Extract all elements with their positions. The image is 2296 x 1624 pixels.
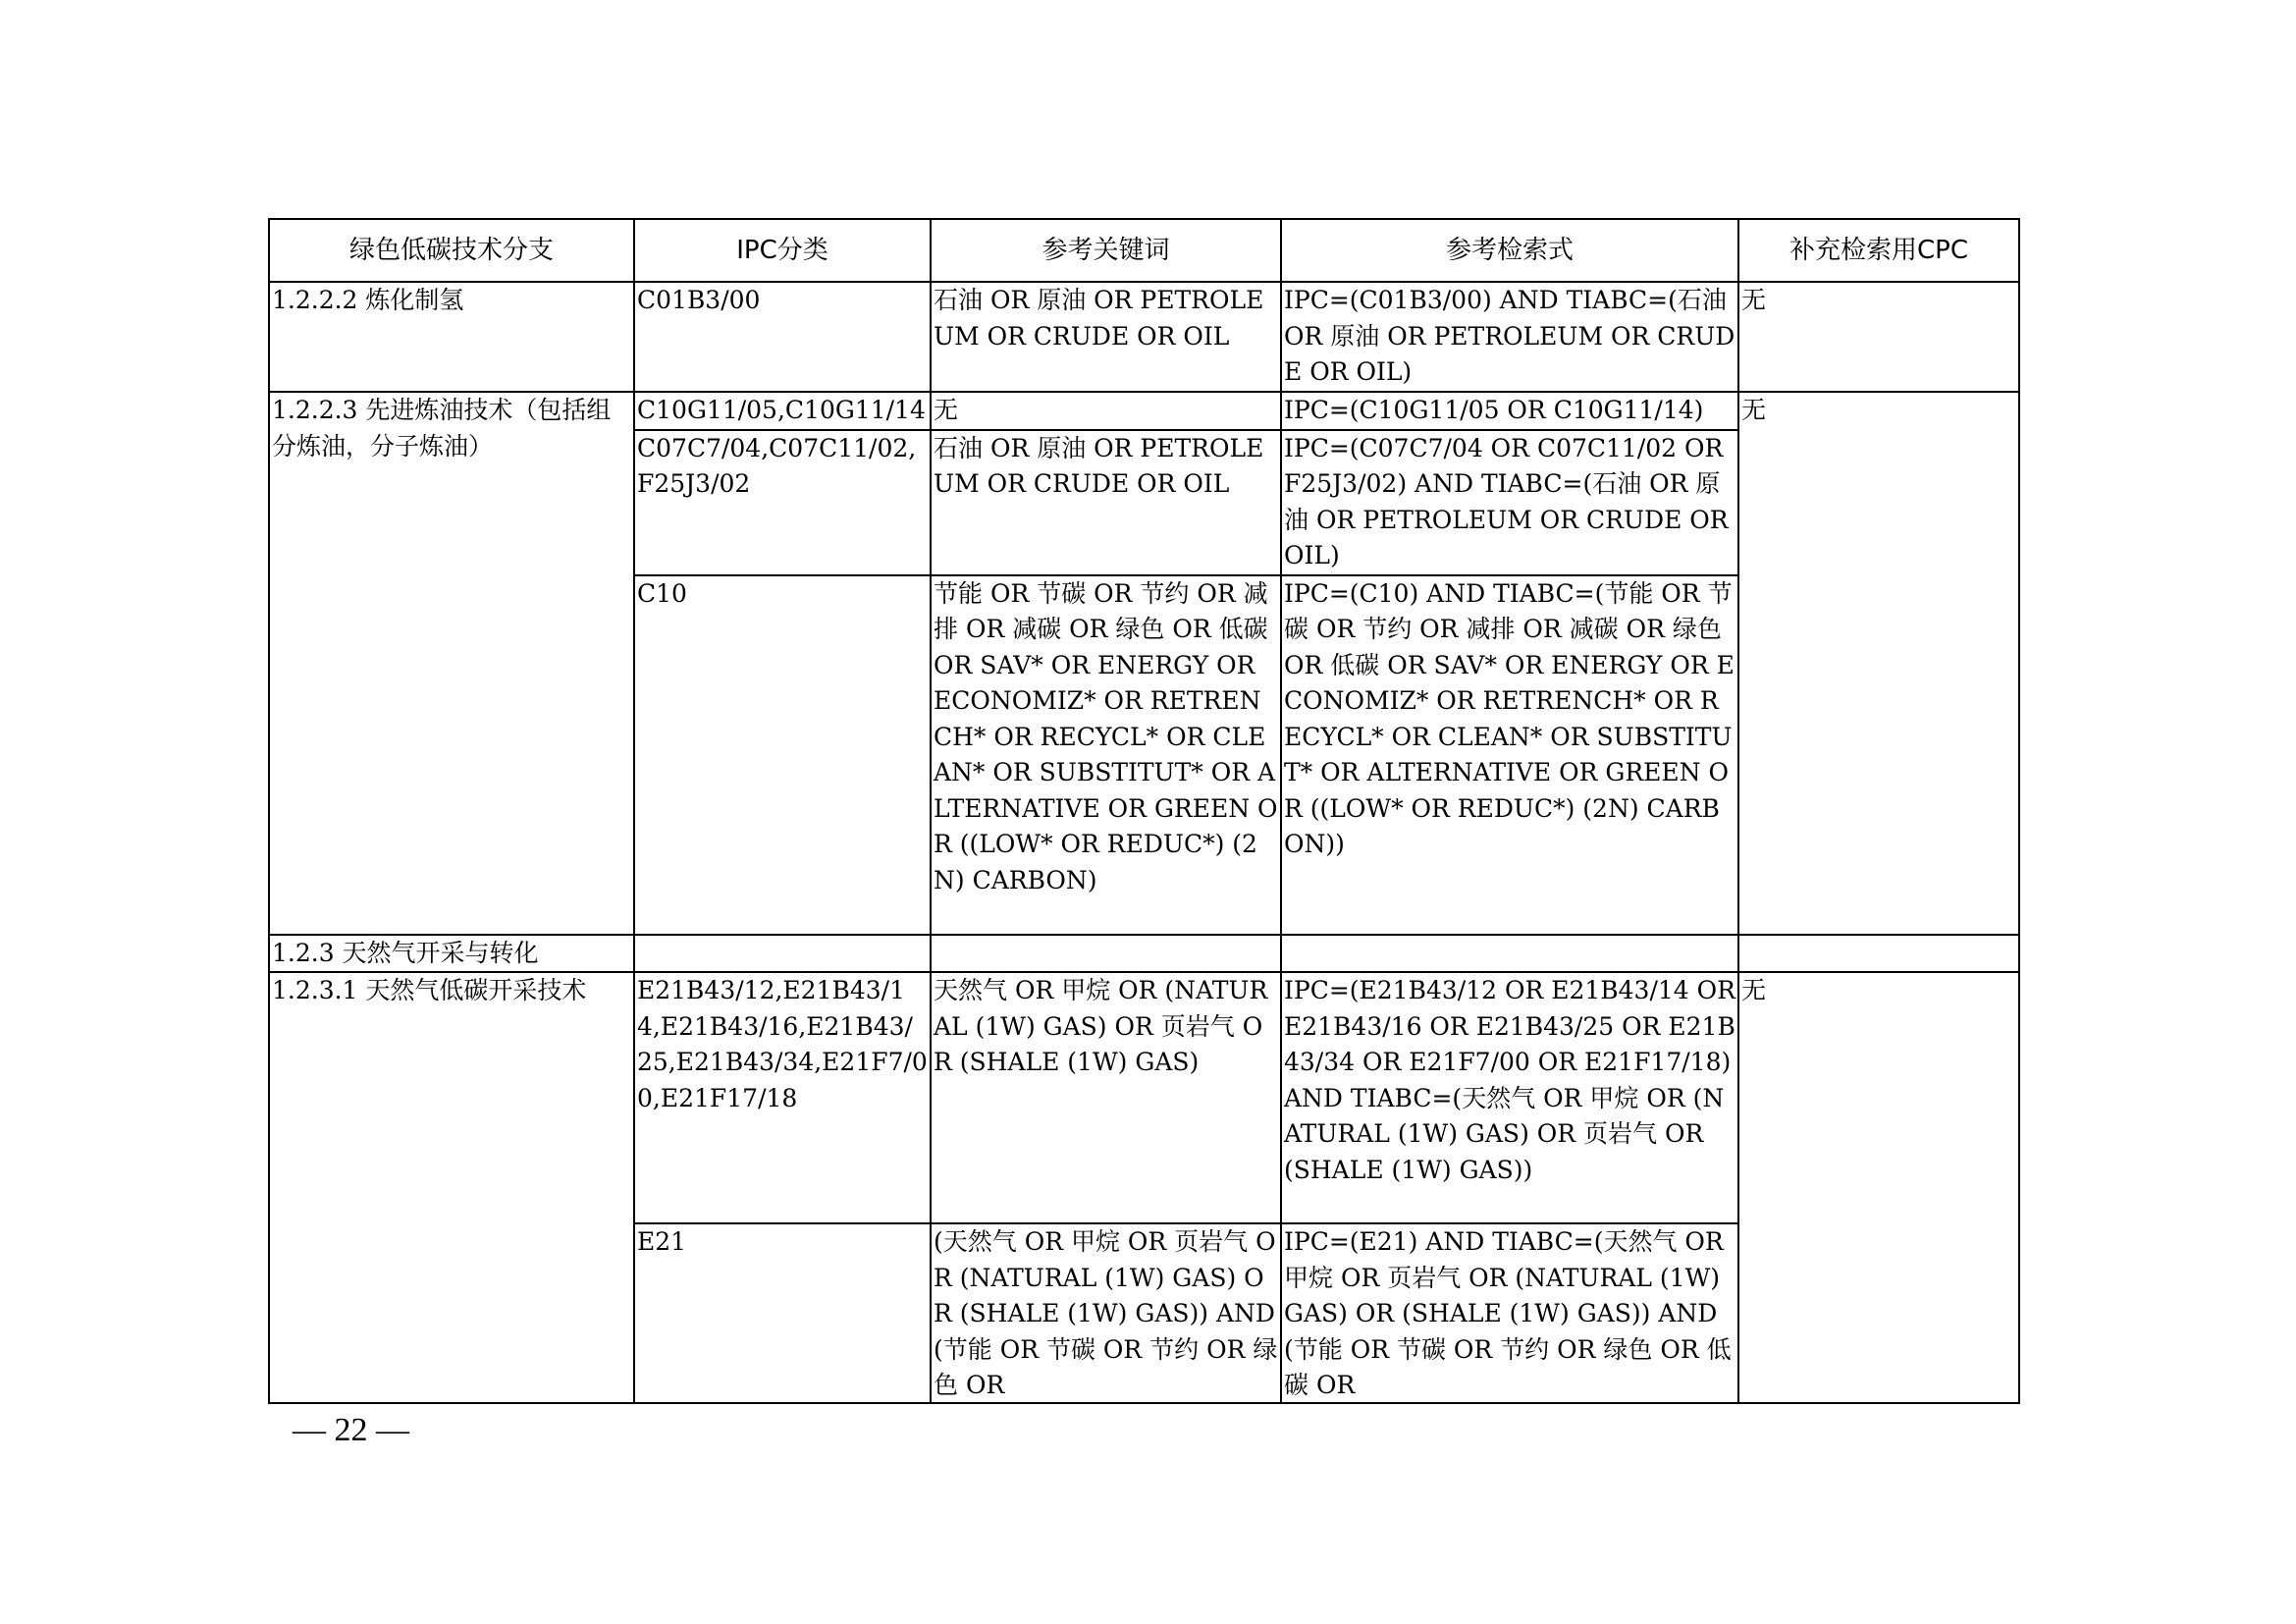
cpc-cell [1738,935,2019,973]
ipc-cell: C07C7/04,C07C11/02,F25J3/02 [634,430,931,575]
table-row [269,282,2019,392]
query-cell: IPC=(C07C7/04 OR C07C11/02 OR F25J3/02) AND TIABC=(石油 OR 原油 OR PETROLEUM OR CRUDE OR OIL) [1281,430,1738,575]
table-row [269,392,2019,430]
table-header-row [269,219,2019,282]
ipc-cell: C10 [634,575,931,935]
ipc-cell: E21 [634,1223,931,1403]
cpc-cell: 无 [1738,392,2019,935]
keywords-cell: 石油 OR 原油 OR PETROLEUM OR CRUDE OR OIL [931,430,1281,575]
query-text: IPC=(E21) AND TIABC=(天然气 OR 甲烷 OR 页岩气 OR (NATURAL (1W) GAS) OR (SHALE (1W) GAS)) AND (节能 OR 节碳 OR 节约 OR 绿色 OR 低碳 OR [1284,1227,1732,1399]
branch-cell: 1.2.2.2 炼化制氢 [269,282,634,392]
keywords-cell [931,1223,1281,1403]
ipc-cell: C01B3/00 [634,282,931,392]
branch-cell: 1.2.2.3 先进炼油技术（包括组分炼油，分子炼油） [269,392,634,935]
table-row [269,972,2019,1223]
ipc-cell: E21B43/12,E21B43/14,E21B43/16,E21B43/25,E21B43/34,E21F7/00,E21F17/18 [634,972,931,1223]
cpc-cell: 无 [1738,282,2019,392]
table-row [269,935,2019,973]
header-ipc: IPC分类 [634,219,931,282]
classification-table [268,218,2020,1404]
header-branch: 绿色低碳技术分支 [269,219,634,282]
branch-cell: 1.2.3 天然气开采与转化 [269,935,634,973]
keywords-cell: 无 [931,392,1281,430]
branch-cell: 1.2.3.1 天然气低碳开采技术 [269,972,634,1403]
ipc-cell: C10G11/05,C10G11/14 [634,392,931,430]
query-cell: IPC=(C10) AND TIABC=(节能 OR 节碳 OR 节约 OR 减排 OR 减碳 OR 绿色 OR 低碳 OR SAV* OR ENERGY OR ECONOMIZ* OR RETRENCH* OR RECYCL* OR CLEAN* OR SUBSTITUT* OR ALTERNATIVE OR GREEN OR ((LOW* OR REDUC*) (2N) CARBON)) [1281,575,1738,935]
query-cell: IPC=(C01B3/00) AND TIABC=(石油 OR 原油 OR PETROLEUM OR CRUDE OR OIL) [1281,282,1738,392]
header-keywords: 参考关键词 [931,219,1281,282]
query-cell: IPC=(C10G11/05 OR C10G11/14) [1281,392,1738,430]
query-cell [1281,935,1738,973]
page-number: — 22 — [293,1412,409,1448]
header-query: 参考检索式 [1281,219,1738,282]
keywords-cell [931,935,1281,973]
ipc-cell [634,935,931,973]
keywords-cell: 天然气 OR 甲烷 OR (NATURAL (1W) GAS) OR 页岩气 OR (SHALE (1W) GAS) [931,972,1281,1223]
keywords-text: (天然气 OR 甲烷 OR 页岩气 OR (NATURAL (1W) GAS) OR (SHALE (1W) GAS)) AND (节能 OR 节碳 OR 节约 OR 绿色 OR [934,1227,1278,1399]
header-cpc: 补充检索用CPC [1738,219,2019,282]
keywords-cell: 石油 OR 原油 OR PETROLEUM OR CRUDE OR OIL [931,282,1281,392]
keywords-cell: 节能 OR 节碳 OR 节约 OR 减排 OR 减碳 OR 绿色 OR 低碳 OR SAV* OR ENERGY OR ECONOMIZ* OR RETRENCH* OR RECYCL* OR CLEAN* OR SUBSTITUT* OR ALTERNATIVE OR GREEN OR ((LOW* OR REDUC*) (2N) CARBON) [931,575,1281,935]
query-cell: IPC=(E21B43/12 OR E21B43/14 OR E21B43/16 OR E21B43/25 OR E21B43/34 OR E21F7/00 OR E21F17/18) AND TIABC=(天然气 OR 甲烷 OR (NATURAL (1W) GAS) OR 页岩气 OR (SHALE (1W) GAS)) [1281,972,1738,1223]
cpc-cell: 无 [1738,972,2019,1403]
query-cell [1281,1223,1738,1403]
